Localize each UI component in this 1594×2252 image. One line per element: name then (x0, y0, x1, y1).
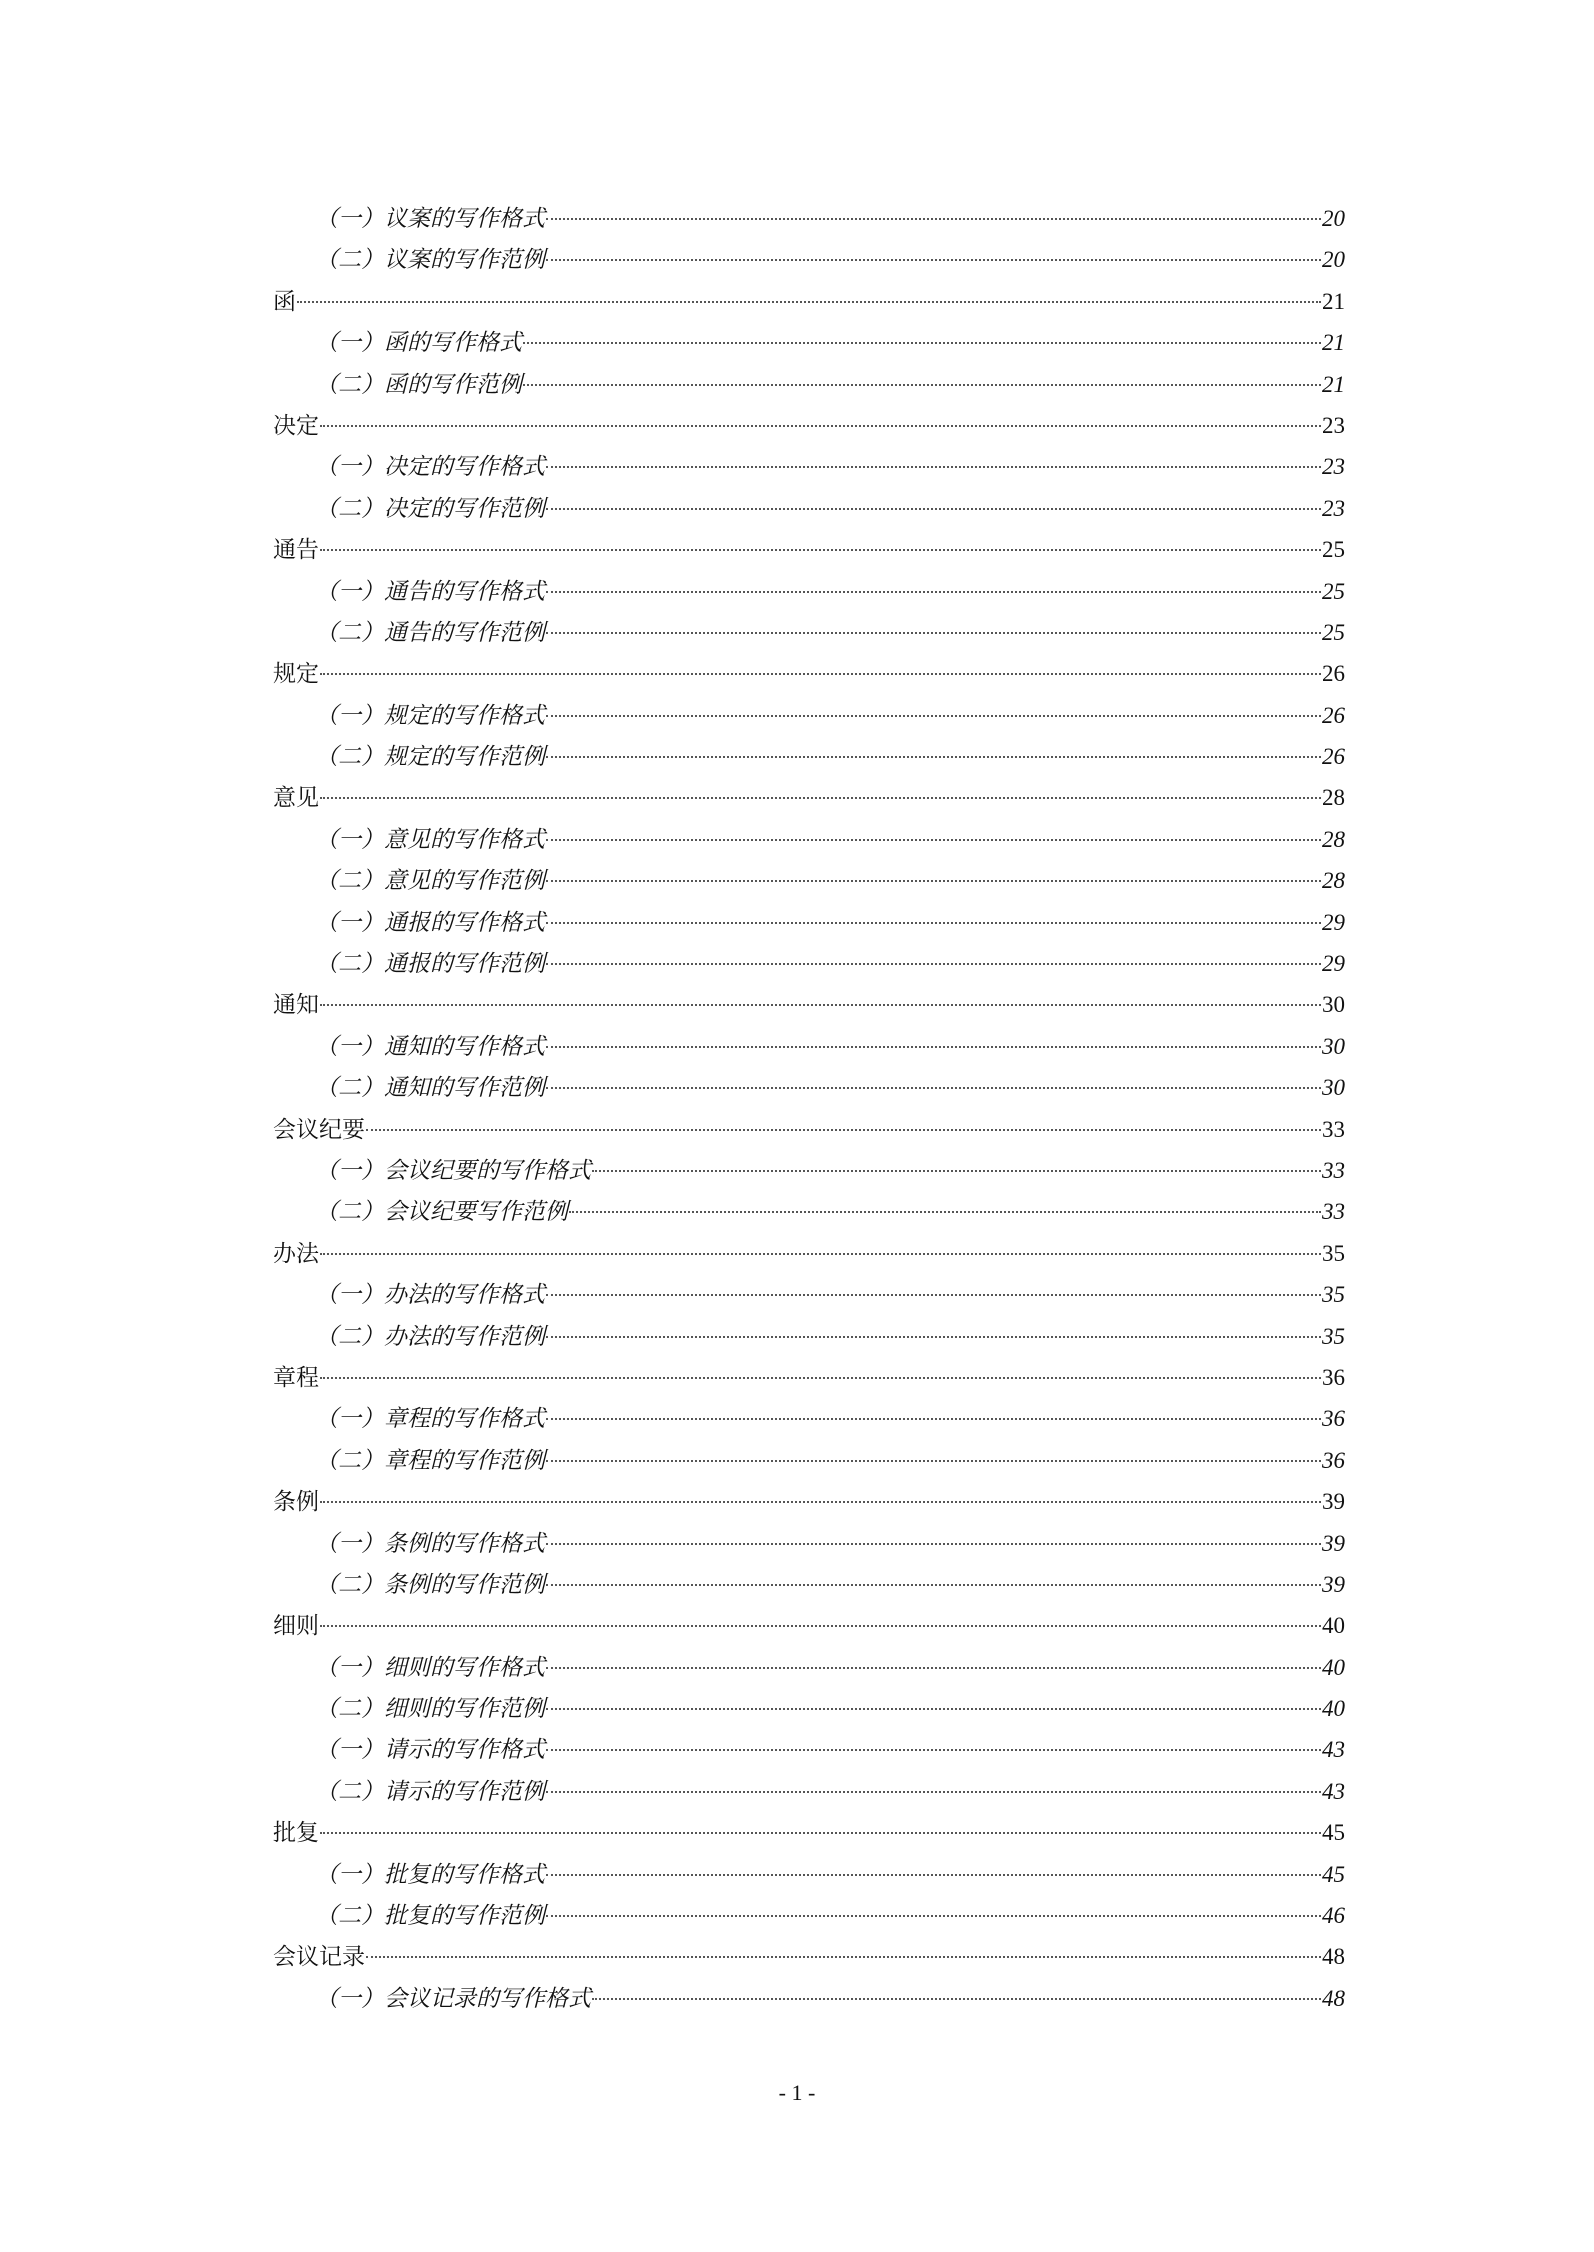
toc-entry[interactable] (273, 860, 1345, 901)
toc-entry-page-number: 36 (1322, 1406, 1345, 1432)
toc-entry[interactable] (273, 1150, 1345, 1191)
dot-leader (546, 1294, 1321, 1296)
toc-entry[interactable] (273, 612, 1345, 653)
toc-entry-title: 会议纪要 (273, 1116, 365, 1143)
page-number: - 1 - (778, 2080, 816, 2105)
dot-leader (366, 1956, 1321, 1958)
toc-entry[interactable] (273, 198, 1345, 239)
toc-entry-title: （二）规定的写作范例 (315, 744, 545, 771)
toc-entry-page-number: 30 (1322, 1075, 1345, 1101)
dot-leader (546, 880, 1321, 882)
toc-entry-page-number: 36 (1322, 1364, 1345, 1390)
toc-entry[interactable] (273, 1895, 1345, 1936)
toc-entry[interactable] (273, 1978, 1345, 2019)
toc-entry-title: （一）函的写作格式 (315, 330, 522, 357)
toc-entry-page-number: 48 (1322, 1985, 1345, 2011)
toc-entry-title: （二）章程的写作范例 (315, 1447, 545, 1474)
toc-entry-page-number: 48 (1322, 1944, 1345, 1970)
toc-entry[interactable] (273, 1605, 1345, 1646)
toc-entry-page-number: 33 (1322, 1157, 1345, 1183)
dot-leader (592, 1998, 1321, 2000)
toc-entry[interactable] (273, 1564, 1345, 1605)
toc-entry-page-number: 25 (1322, 578, 1345, 604)
dot-leader (546, 1915, 1321, 1917)
toc-entry[interactable] (273, 1398, 1345, 1439)
dot-leader (546, 591, 1321, 593)
dot-leader (546, 1460, 1321, 1462)
toc-entry[interactable] (273, 571, 1345, 612)
toc-entry-page-number: 39 (1322, 1530, 1345, 1556)
toc-entry[interactable] (273, 1647, 1345, 1688)
toc-entry[interactable] (273, 1729, 1345, 1770)
toc-entry-page-number: 23 (1322, 454, 1345, 480)
toc-entry-page-number: 40 (1322, 1654, 1345, 1680)
toc-entry[interactable] (273, 1109, 1345, 1150)
toc-entry-title: （一）意见的写作格式 (315, 826, 545, 853)
toc-entry-page-number: 35 (1322, 1240, 1345, 1266)
toc-entry-page-number: 28 (1322, 868, 1345, 894)
toc-entry-page-number: 21 (1322, 371, 1345, 397)
toc-entry-title: （一）会议纪要的写作格式 (315, 1157, 591, 1184)
toc-entry-page-number: 26 (1322, 744, 1345, 770)
dot-leader (546, 1336, 1321, 1338)
dot-leader (320, 1625, 1321, 1627)
toc-entry-title: （二）通报的写作范例 (315, 951, 545, 978)
toc-entry-page-number: 43 (1322, 1737, 1345, 1763)
toc-entry-page-number: 29 (1322, 951, 1345, 977)
toc-entry-title: 意见 (273, 785, 319, 812)
toc-entry-page-number: 30 (1322, 1033, 1345, 1059)
toc-entry-title: （二）条例的写作范例 (315, 1571, 545, 1598)
dot-leader (546, 1418, 1321, 1420)
toc-entry-title: 章程 (273, 1364, 319, 1391)
toc-entry[interactable] (273, 1854, 1345, 1895)
dot-leader (546, 839, 1321, 841)
toc-entry-title: （一）通知的写作格式 (315, 1033, 545, 1060)
dot-leader (592, 1170, 1321, 1172)
toc-entry[interactable] (273, 653, 1345, 694)
toc-entry-page-number: 35 (1322, 1323, 1345, 1349)
dot-leader (569, 1211, 1321, 1213)
dot-leader (546, 508, 1321, 510)
dot-leader (320, 1004, 1321, 1006)
toc-entry[interactable] (273, 1481, 1345, 1522)
toc-entry[interactable] (273, 943, 1345, 984)
toc-entry-page-number: 25 (1322, 619, 1345, 645)
dot-leader (523, 384, 1321, 386)
dot-leader (320, 549, 1321, 551)
toc-entry-page-number: 26 (1322, 661, 1345, 687)
toc-entry[interactable] (273, 1274, 1345, 1315)
toc-entry-page-number: 29 (1322, 909, 1345, 935)
toc-entry[interactable] (273, 364, 1345, 405)
toc-entry-page-number: 21 (1322, 288, 1345, 314)
dot-leader (320, 1501, 1321, 1503)
toc-entry[interactable] (273, 1191, 1345, 1232)
toc-entry-page-number: 20 (1322, 206, 1345, 231)
dot-leader (320, 1832, 1321, 1834)
toc-entry-page-number: 39 (1322, 1571, 1345, 1597)
toc-entry-title: （二）请示的写作范例 (315, 1778, 545, 1805)
toc-entry-title: （一）细则的写作格式 (315, 1654, 545, 1681)
toc-entry[interactable] (273, 736, 1345, 777)
toc-entry-title: （一）通报的写作格式 (315, 909, 545, 936)
toc-entry[interactable] (273, 819, 1345, 860)
toc-entry-title: （一）批复的写作格式 (315, 1861, 545, 1888)
dot-leader (546, 1584, 1321, 1586)
toc-entry-title: （二）办法的写作范例 (315, 1323, 545, 1350)
dot-leader (297, 301, 1321, 303)
toc-entry-title: （一）条例的写作格式 (315, 1530, 545, 1557)
toc-entry[interactable] (273, 1688, 1345, 1729)
toc-entry-page-number: 20 (1322, 247, 1345, 273)
toc-entry-title: （一）通告的写作格式 (315, 578, 545, 605)
toc-entry[interactable] (273, 695, 1345, 736)
toc-entry-page-number: 46 (1322, 1903, 1345, 1929)
dot-leader (320, 1253, 1321, 1255)
toc-entry[interactable] (273, 529, 1345, 570)
toc-entry-title: 函 (273, 288, 296, 315)
table-of-contents (273, 198, 1345, 2019)
toc-entry-page-number: 28 (1322, 826, 1345, 852)
toc-entry-page-number: 36 (1322, 1447, 1345, 1473)
toc-entry[interactable] (273, 239, 1345, 280)
toc-entry-page-number: 40 (1322, 1613, 1345, 1639)
toc-entry[interactable] (273, 1233, 1345, 1274)
toc-entry[interactable] (273, 1523, 1345, 1564)
dot-leader (523, 342, 1321, 344)
toc-entry[interactable] (273, 984, 1345, 1025)
dot-leader (320, 425, 1321, 427)
toc-entry-title: 会议记录 (273, 1944, 365, 1971)
toc-entry-page-number: 26 (1322, 702, 1345, 728)
toc-entry-title: 决定 (273, 412, 319, 439)
toc-entry[interactable] (273, 1357, 1345, 1398)
toc-entry[interactable] (273, 902, 1345, 943)
toc-entry-title: 通知 (273, 992, 319, 1019)
dot-leader (546, 1874, 1321, 1876)
toc-entry-page-number: 30 (1322, 992, 1345, 1018)
toc-entry[interactable] (273, 1440, 1345, 1481)
dot-leader (546, 756, 1321, 758)
dot-leader (546, 1667, 1321, 1669)
toc-entry[interactable] (273, 405, 1345, 446)
toc-entry[interactable] (273, 446, 1345, 487)
toc-entry-title: （二）通知的写作范例 (315, 1075, 545, 1102)
dot-leader (546, 218, 1321, 220)
dot-leader (320, 797, 1321, 799)
toc-entry[interactable] (273, 1316, 1345, 1357)
toc-entry-page-number: 33 (1322, 1199, 1345, 1225)
dot-leader (320, 1377, 1321, 1379)
toc-entry-title: （二）决定的写作范例 (315, 495, 545, 522)
toc-entry[interactable] (273, 1026, 1345, 1067)
toc-entry-title: （一）规定的写作格式 (315, 702, 545, 729)
toc-entry-title: 批复 (273, 1820, 319, 1847)
toc-entry-page-number: 28 (1322, 785, 1345, 811)
toc-entry[interactable] (273, 1771, 1345, 1812)
toc-entry-title: （二）意见的写作范例 (315, 868, 545, 895)
toc-entry[interactable] (273, 322, 1345, 363)
toc-entry-page-number: 39 (1322, 1489, 1345, 1515)
dot-leader (546, 1708, 1321, 1710)
toc-entry-page-number: 43 (1322, 1778, 1345, 1804)
dot-leader (546, 963, 1321, 965)
dot-leader (546, 1749, 1321, 1751)
toc-entry-title: （一）办法的写作格式 (315, 1282, 545, 1309)
toc-entry-page-number: 40 (1322, 1696, 1345, 1722)
dot-leader (546, 259, 1321, 261)
dot-leader (546, 632, 1321, 634)
toc-entry-title: （一）会议记录的写作格式 (315, 1985, 591, 2012)
toc-entry-title: （二）批复的写作范例 (315, 1903, 545, 1930)
dot-leader (546, 922, 1321, 924)
dot-leader (546, 466, 1321, 468)
toc-entry-page-number: 35 (1322, 1282, 1345, 1308)
dot-leader (546, 1791, 1321, 1793)
toc-entry-page-number: 33 (1322, 1116, 1345, 1142)
toc-entry[interactable] (273, 777, 1345, 818)
toc-entry-title: （二）细则的写作范例 (315, 1696, 545, 1723)
toc-entry-title: （一）请示的写作格式 (315, 1737, 545, 1764)
toc-entry-title: 条例 (273, 1489, 319, 1516)
dot-leader (546, 715, 1321, 717)
toc-entry-title: 通告 (273, 537, 319, 564)
toc-entry-page-number: 45 (1322, 1820, 1345, 1846)
dot-leader (546, 1543, 1321, 1545)
dot-leader (320, 673, 1321, 675)
toc-entry[interactable] (273, 1936, 1345, 1977)
toc-entry-page-number: 21 (1322, 330, 1345, 356)
toc-entry-title: （一）决定的写作格式 (315, 454, 545, 481)
dot-leader (546, 1046, 1321, 1048)
toc-entry-title: （一）议案的写作格式 (315, 206, 545, 232)
toc-entry-page-number: 23 (1322, 412, 1345, 438)
toc-entry[interactable] (273, 1812, 1345, 1853)
toc-entry-page-number: 23 (1322, 495, 1345, 521)
toc-entry-title: （二）函的写作范例 (315, 371, 522, 398)
toc-entry-title: 细则 (273, 1613, 319, 1640)
dot-leader (366, 1129, 1321, 1131)
toc-entry[interactable] (273, 488, 1345, 529)
toc-entry-title: 规定 (273, 661, 319, 688)
toc-entry-page-number: 25 (1322, 537, 1345, 563)
toc-entry[interactable] (273, 281, 1345, 322)
toc-entry-title: （二）议案的写作范例 (315, 247, 545, 274)
toc-entry-title: （二）会议纪要写作范例 (315, 1199, 568, 1226)
toc-entry-title: 办法 (273, 1240, 319, 1267)
toc-entry-page-number: 45 (1322, 1861, 1345, 1887)
dot-leader (546, 1087, 1321, 1089)
toc-entry-title: （二）通告的写作范例 (315, 619, 545, 646)
toc-entry-title: （一）章程的写作格式 (315, 1406, 545, 1433)
toc-entry[interactable] (273, 1067, 1345, 1108)
